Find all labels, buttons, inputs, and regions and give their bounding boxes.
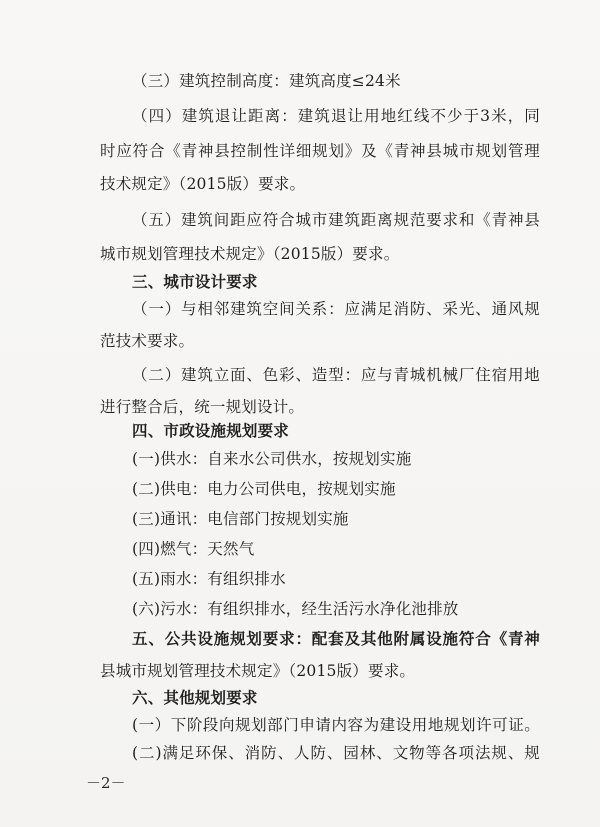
line-sewage: (六)污水：有组织排水，经生活污水净化池排放	[132, 600, 459, 618]
line-facade-end: 进行整合后，统一规划设计。	[100, 398, 305, 416]
line-setback-end: 技术规定》（2015版）要求。	[100, 175, 306, 193]
page-number: －2－	[86, 774, 126, 792]
line-water-supply: (一)供水：自来水公司供水，按规划实施	[132, 450, 412, 468]
line-height-control: （三）建筑控制高度：建筑高度≤24米	[132, 72, 401, 90]
heading-urban-design: 三、城市设计要求	[132, 272, 258, 291]
line-compliance: (二)满足环保、消防、人防、园林、文物等各项法规、规	[132, 744, 540, 762]
line-spacing-end: 城市规划管理技术规定》（2015版）要求。	[100, 245, 400, 263]
heading-other-requirements: 六、其他规划要求	[132, 688, 258, 707]
line-gas: (四)燃气：天然气	[132, 540, 255, 558]
line-facade: （二）建筑立面、色彩、造型：应与青城机械厂住宿用地	[132, 366, 540, 384]
line-rainwater: (五)雨水：有组织排水	[132, 570, 286, 588]
heading-municipal: 四、市政设施规划要求	[132, 421, 290, 440]
line-public-facilities-end: 县城市规划管理技术规定》（2015版）要求。	[100, 662, 416, 680]
line-telecom: (三)通讯：电信部门按规划实施	[132, 510, 349, 528]
line-spacing: （五）建筑间距应符合城市建筑距离规范要求和《青神县	[132, 211, 540, 229]
line-adjacent: （一）与相邻建筑空间关系：应满足消防、采光、通风规	[132, 300, 540, 318]
line-adjacent-end: 范技术要求。	[100, 332, 195, 350]
line-setback: （四）建筑退让距离：建筑退让用地红线不少于3米，同	[132, 107, 540, 125]
line-next-stage: (一）下阶段向规划部门申请内容为建设用地规划许可证。	[132, 716, 540, 734]
line-setback-cont: 时应符合《青神县控制性详细规划》及《青神县城市规划管理	[100, 142, 540, 160]
heading-public-facilities: 五、公共设施规划要求：配套及其他附属设施符合《青神	[132, 629, 540, 648]
line-power-supply: (二)供电：电力公司供电，按规划实施	[132, 480, 396, 498]
